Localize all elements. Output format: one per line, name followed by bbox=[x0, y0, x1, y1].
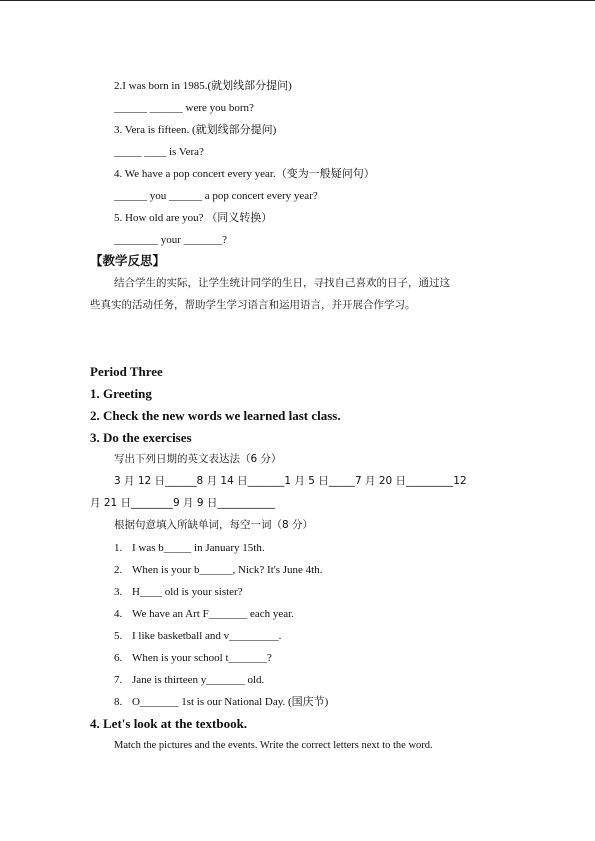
step-4-text: Match the pictures and the events. Write the correct letters next to the word. bbox=[114, 740, 433, 751]
fill-item bbox=[114, 629, 281, 643]
fill-item bbox=[114, 673, 264, 687]
item-number: 5. bbox=[114, 630, 123, 642]
fill-item bbox=[114, 695, 328, 709]
exercise-5-answer: ________ your _______? bbox=[114, 234, 228, 246]
reflection-line-2: 些真实的活动任务，帮助学生学习语言和运用语言，并开展合作学习。 bbox=[90, 299, 416, 311]
item-number: 4. bbox=[114, 608, 123, 620]
reflection-title: 【教学反思】 bbox=[90, 253, 166, 268]
step-3-heading: 3. Do the exercises bbox=[90, 430, 192, 445]
item-text: I was b_____ in January 15th. bbox=[132, 542, 265, 554]
fill-instruction: 根据句意填入所缺单词，每空一词（8 分） bbox=[114, 519, 314, 531]
exercise-4-answer: ______ you ______ a pop concert every year? bbox=[114, 190, 318, 202]
exercise-4-prompt: 4. We have a pop concert every year.（变为一般疑问句） bbox=[114, 168, 375, 180]
dates-instruction: 写出下列日期的英文表达法（6 分） bbox=[114, 453, 282, 465]
exercise-2-prompt: 2.I was born in 1985.(就划线部分提问) bbox=[114, 80, 292, 92]
item-text: H____ old is your sister? bbox=[132, 586, 243, 598]
fill-item bbox=[114, 541, 265, 555]
fill-item bbox=[114, 607, 294, 621]
dates-line-2: 月 21 日________9 月 9 日___________ bbox=[90, 497, 276, 509]
fill-item bbox=[114, 585, 243, 599]
step-4-heading: 4. Let's look at the textbook. bbox=[90, 716, 248, 731]
item-text: I like basketball and v_________. bbox=[132, 630, 282, 642]
item-number: 1. bbox=[114, 542, 123, 554]
item-number: 3. bbox=[114, 586, 123, 598]
page-top-border bbox=[0, 0, 595, 1]
exercise-5-prompt: 5. How old are you? （同义转换） bbox=[114, 212, 273, 224]
item-text: When is your school t_______? bbox=[132, 652, 272, 664]
exercise-2-answer: ______ ______ were you born? bbox=[114, 102, 254, 114]
item-text: When is your b______, Nick? It's June 4th. bbox=[132, 564, 323, 576]
dates-line-1: 3 月 12 日______8 月 14 日_______1 月 5 日_____7 月 20 日_________12 bbox=[114, 475, 467, 487]
item-text: We have an Art F_______ each year. bbox=[132, 608, 294, 620]
reflection-line-1: 结合学生的实际，让学生统计同学的生日，寻找自己喜欢的日子，通过这 bbox=[114, 277, 450, 289]
exercise-3-answer: _____ ____ is Vera? bbox=[114, 146, 204, 158]
step-1-heading: 1. Greeting bbox=[90, 386, 152, 401]
item-number: 6. bbox=[114, 652, 123, 664]
fill-item bbox=[114, 563, 322, 577]
fill-item bbox=[114, 651, 272, 665]
item-text: O_______ 1st is our National Day. (国庆节) bbox=[132, 696, 329, 708]
item-text: Jane is thirteen y_______ old. bbox=[132, 674, 265, 686]
exercise-3-prompt: 3. Vera is fifteen. (就划线部分提问) bbox=[114, 124, 277, 136]
period-title: Period Three bbox=[90, 364, 163, 379]
item-number: 8. bbox=[114, 696, 123, 708]
step-2-heading: 2. Check the new words we learned last class. bbox=[90, 408, 341, 423]
item-number: 2. bbox=[114, 564, 123, 576]
item-number: 7. bbox=[114, 674, 123, 686]
